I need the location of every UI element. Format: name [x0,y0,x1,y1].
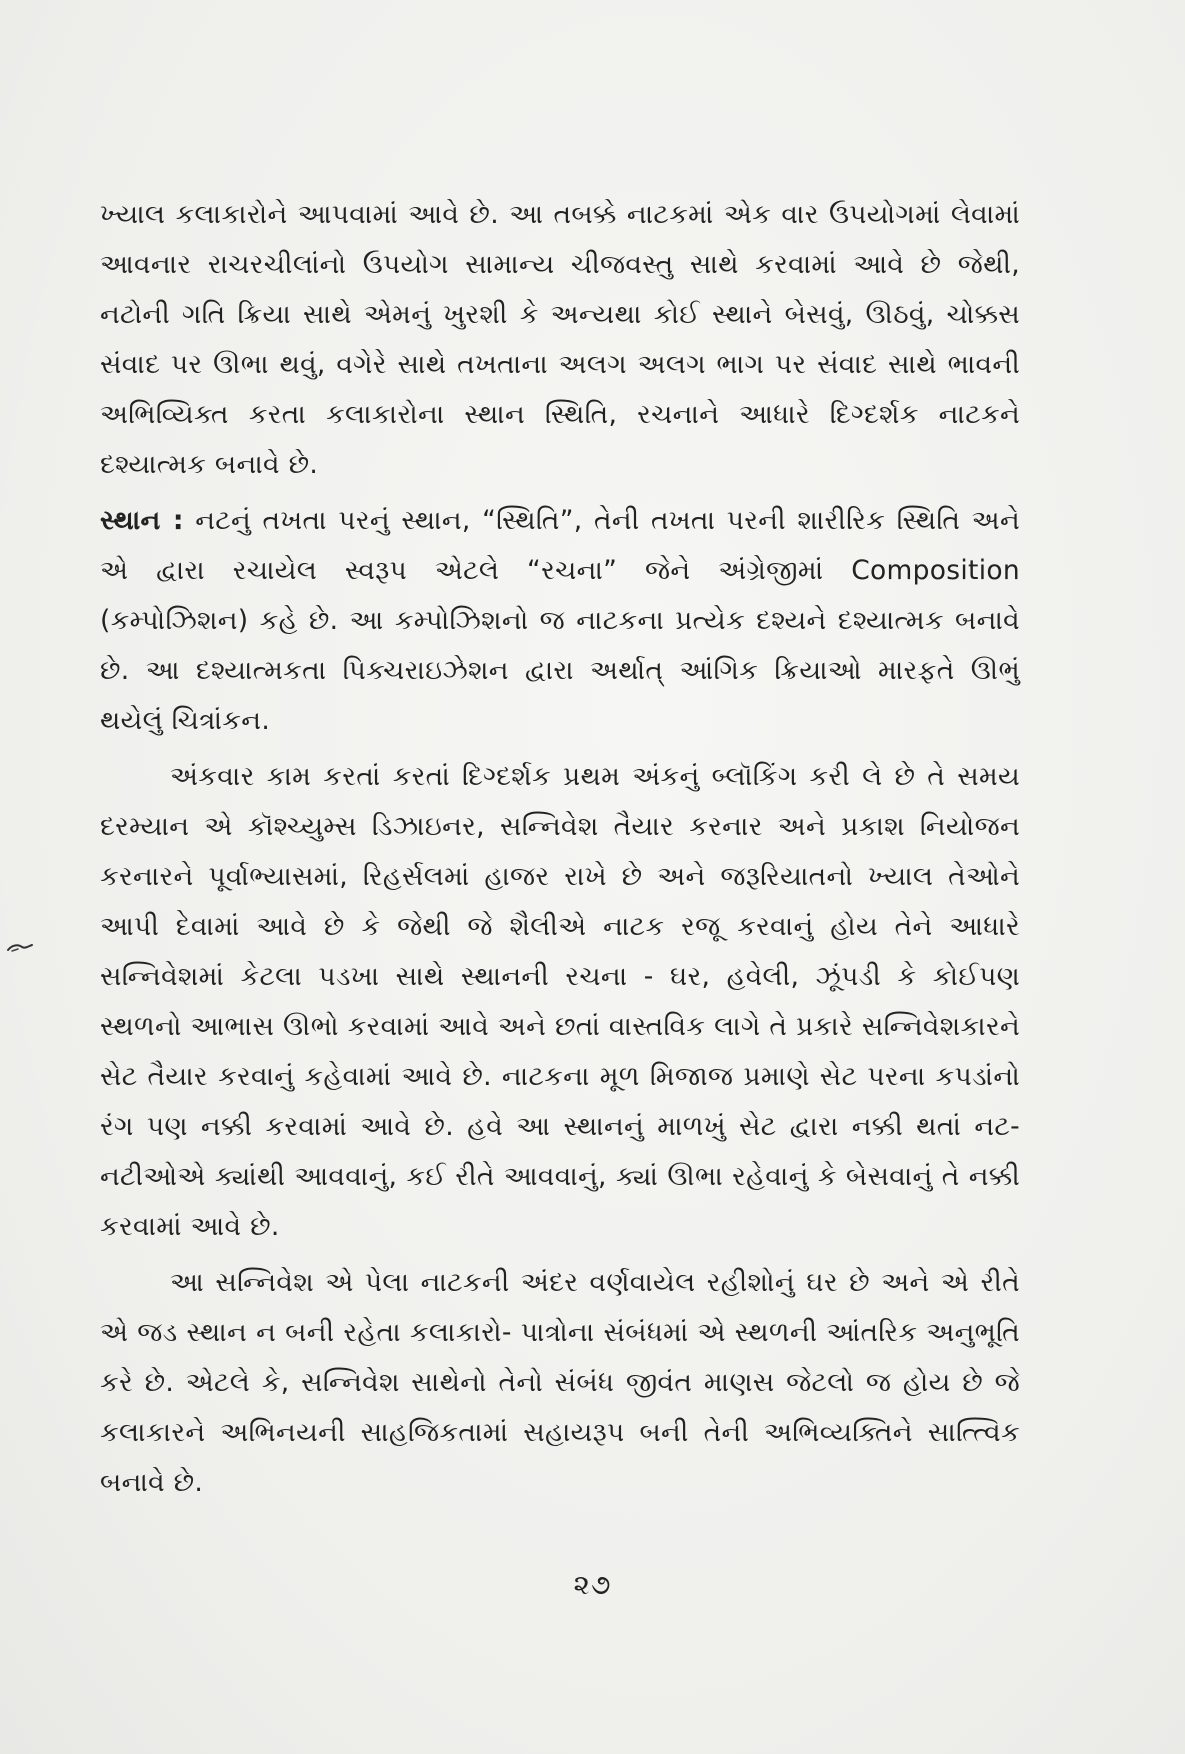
paragraph-1: ખ્યાલ કલાકારોને આપવામાં આવે છે. આ તબક્કે નાટકમાં એક વાર ઉપયોગમાં લેવામાં આવનાર રાચરચીલાંનો ઉપયોગ સામાન્ય ચીજવસ્તુ સાથે કરવામાં આવે છે જેથી, નટોની ગતિ ક્રિયા સાથે એમનું ખુરશી કે અન્યથા કોઈ સ્થાને બેસવું, ઊઠવું, ચોક્કસ સંવાદ પર ઊભા થવું, વગેરે સાથે તખતાના અલગ અલગ ભાગ પર સંવાદ સાથે ભાવની અભિવ્યિક્ત કરતા કલાકારોના સ્થાન સ્થિતિ, રચનાને આધારે દિગ્દર્શક નાટકને દશ્યાત્મક બનાવે છે. [100,199,1020,480]
paragraph-2-body: નટનું તખતા પરનું સ્થાન, “સ્થિતિ”, તેની તખતા પરની શારીરિક સ્થિતિ અને એ દ્વારા રચાયેલ સ્વરૂપ એટલે “રચના” જેને અંગ્રેજીમાં Composition (કમ્પોઝિશન) કહે છે. આ કમ્પોઝિશનો જ નાટકના પ્રત્યેક દશ્યને દશ્યાત્મક બનાવે છે. આ દશ્યાત્મકતા પિક્ચરાઇઝેશન દ્વારા અર્થાત્ આંગિક ક્રિયાઓ મારફતે ઊભું થયેલું ચિત્રાંકન. [100,505,1020,736]
paragraph-heading: સ્થાન : [100,505,184,536]
paragraph-3: અંકવાર કામ કરતાં કરતાં દિગ્દર્શક પ્રથમ અંકનું બ્લૉકિંગ કરી લે છે તે સમય દરમ્યાન એ કૉશ્ચ્યુમ્સ ડિઝાઇનર, સન્નિવેશ તૈયાર કરનાર અને પ્રકાશ નિયોજન કરનારને પૂર્વાભ્યાસમાં, રિહર્સલમાં હાજર રાખે છે અને જરૂરિયાતનો ખ્યાલ તેઓને આપી દેવામાં આવે છે કે જેથી જે શૈલીએ નાટક રજૂ કરવાનું હોય તેને આધારે સન્નિવેશમાં કેટલા પડખા સાથે સ્થાનની રચના - ઘર, હવેલી, ઝૂંપડી કે કોઈપણ સ્થળનો આભાસ ઊભો કરવામાં આવે અને છતાં વાસ્તવિક લાગે તે પ્રકારે સન્નિવેશકારને સેટ તૈયાર કરવાનું કહેવામાં આવે છે. નાટકના મૂળ મિજાજ પ્રમાણે સેટ પરના કપડાંનો રંગ પણ નક્કી કરવામાં આવે છે. હવે આ સ્થાનનું માળખું સેટ દ્વારા નક્કી થતાં નટ-નટીઓએ ક્યાંથી આવવાનું, કઈ રીતે આવવાનું, ક્યાં ઊભા રહેવાનું કે બેસવાનું તે નક્કી કરવામાં આવે છે. [100,761,1020,1242]
body-text [100,190,1020,1514]
paragraph-2 [100,496,1020,746]
paragraph-4: આ સન્નિવેશ એ પેલા નાટકની અંદર વર્ણવાયેલ રહીશોનું ઘર છે અને એ રીતે એ જડ સ્થાન ન બની રહેતા કલાકારો- પાત્રોના સંબંધમાં એ સ્થળની આંતરિક અનુભૂતિ કરે છે. એટલે કે, સન્નિવેશ સાથેનો તેનો સંબંધ જીવંત માણસ જેટલો જ હોય છે જે કલાકારને અભિનયની સાહજિકતામાં સહાયરૂપ બની તેની અભિવ્યક્તિને સાત્ત્વિક બનાવે છે. [100,1267,1020,1498]
page-number: ૨૭ [573,1568,612,1601]
margin-ink-mark-icon [6,942,34,954]
